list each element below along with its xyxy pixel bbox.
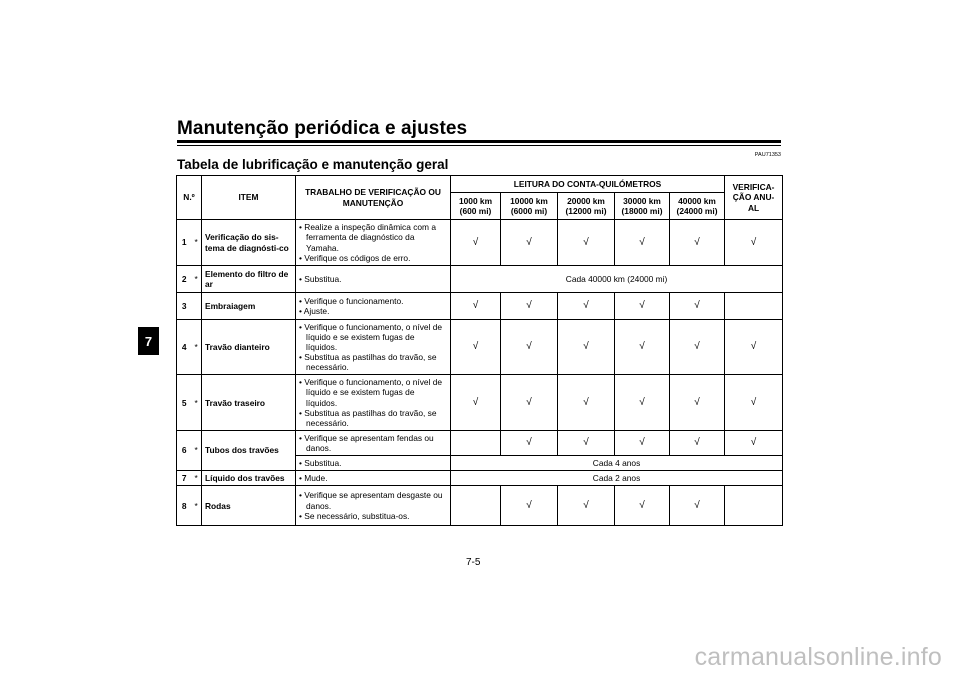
row-number: 4: [177, 320, 192, 375]
row-item: Líquido dos travões: [202, 471, 296, 486]
check-mark: √: [670, 220, 725, 266]
work-bullet: • Verifique o funcionamento, o nível de líquido e se existem fugas de líquidos.: [299, 377, 447, 407]
check-mark: √: [558, 220, 615, 266]
section-code: PAU71353: [754, 152, 781, 158]
row-asterisk: *: [192, 320, 202, 375]
row-work: [296, 375, 451, 430]
row-number: 1: [177, 220, 192, 266]
watermark: carmanualsonline.info: [694, 643, 942, 671]
check-mark: √: [501, 320, 558, 375]
check-mark: √: [451, 320, 501, 375]
row-item: Elemento do filtro de ar: [202, 266, 296, 293]
work-bullet: • Realize a inspeção dinâmica com a ferramenta de diagnóstico da Yamaha.: [299, 222, 447, 252]
section-subtitle: Tabela de lubrificação e manutenção geral: [177, 157, 449, 172]
check-mark: √: [725, 320, 783, 375]
check-mark: √: [670, 430, 725, 455]
row-item: Travão traseiro: [202, 375, 296, 430]
row-item: Embraiagem: [202, 293, 296, 320]
header-odometer: LEITURA DO CONTA-QUILÓMETROS: [451, 176, 725, 193]
check-mark: √: [670, 486, 725, 526]
check-mark: √: [725, 375, 783, 430]
row-asterisk: [192, 293, 202, 320]
empty-cell: [725, 293, 783, 320]
check-mark: √: [725, 220, 783, 266]
check-mark: √: [501, 375, 558, 430]
empty-cell: [451, 486, 501, 526]
row-work: [296, 266, 451, 293]
row-asterisk: *: [192, 266, 202, 293]
check-mark: √: [501, 220, 558, 266]
check-mark: √: [558, 486, 615, 526]
row-work: [296, 486, 451, 526]
row-work: [296, 293, 451, 320]
check-mark: √: [558, 320, 615, 375]
check-mark: √: [615, 375, 670, 430]
work-bullet: • Verifique se apresentam desgaste ou danos.: [299, 490, 447, 510]
header-annual: VERIFICA-ÇÃO ANU-AL: [725, 176, 783, 220]
check-mark: √: [501, 430, 558, 455]
work-bullet: • Substitua.: [299, 274, 447, 284]
table-row: [177, 486, 783, 526]
row-work: [296, 220, 451, 266]
row-number: 6: [177, 430, 192, 470]
row-item: Verificação do sis-tema de diagnósti-co: [202, 220, 296, 266]
table-row: [177, 430, 783, 455]
work-bullet: • Mude.: [299, 473, 447, 483]
page-number: 7-5: [466, 557, 481, 568]
page-title: Manutenção periódica e ajustes: [177, 118, 468, 139]
interval-span: Cada 4 anos: [451, 455, 783, 470]
check-mark: √: [558, 375, 615, 430]
check-mark: √: [670, 375, 725, 430]
row-number: 2: [177, 266, 192, 293]
row-asterisk: *: [192, 430, 202, 470]
header-interval: 10000 km (6000 mi): [501, 193, 558, 220]
check-mark: √: [670, 320, 725, 375]
row-work: [296, 430, 451, 455]
work-bullet: • Verifique o funcionamento.: [299, 296, 447, 306]
interval-span: Cada 40000 km (24000 mi): [451, 266, 783, 293]
title-rule-thin: [177, 145, 781, 146]
check-mark: √: [558, 293, 615, 320]
check-mark: √: [451, 220, 501, 266]
table-row: [177, 293, 783, 320]
check-mark: √: [501, 486, 558, 526]
check-mark: √: [615, 293, 670, 320]
row-asterisk: *: [192, 486, 202, 526]
table-row: [177, 375, 783, 430]
table-row: [177, 320, 783, 375]
interval-span: Cada 2 anos: [451, 471, 783, 486]
work-bullet: • Verifique o funcionamento, o nível de líquido e se existem fugas de líquidos.: [299, 322, 447, 352]
row-asterisk: *: [192, 471, 202, 486]
check-mark: √: [725, 430, 783, 455]
row-work: [296, 320, 451, 375]
row-item: Tubos dos travões: [202, 430, 296, 470]
work-bullet: • Substitua as pastilhas do travão, se necessário.: [299, 408, 447, 428]
work-bullet: • Verifique os códigos de erro.: [299, 253, 447, 263]
empty-cell: [451, 430, 501, 455]
work-bullet: • Substitua as pastilhas do travão, se necessário.: [299, 352, 447, 372]
header-work: TRABALHO DE VERIFICAÇÃO OU MANUTENÇÃO: [296, 176, 451, 220]
chapter-tab: 7: [138, 327, 159, 355]
check-mark: √: [451, 293, 501, 320]
table-row: [177, 471, 783, 486]
check-mark: √: [615, 220, 670, 266]
check-mark: √: [451, 375, 501, 430]
check-mark: √: [615, 320, 670, 375]
table-row: [177, 220, 783, 266]
header-num: N.º: [177, 176, 202, 220]
row-number: 3: [177, 293, 192, 320]
row-asterisk: *: [192, 220, 202, 266]
header-interval: 20000 km (12000 mi): [558, 193, 615, 220]
row-asterisk: *: [192, 375, 202, 430]
header-interval: 40000 km (24000 mi): [670, 193, 725, 220]
check-mark: √: [670, 293, 725, 320]
work-bullet: • Ajuste.: [299, 306, 447, 316]
row-item: Rodas: [202, 486, 296, 526]
header-interval: 1000 km (600 mi): [451, 193, 501, 220]
maintenance-table: [176, 175, 783, 526]
header-item: ITEM: [202, 176, 296, 220]
header-interval: 30000 km (18000 mi): [615, 193, 670, 220]
row-number: 5: [177, 375, 192, 430]
row-work: [296, 471, 451, 486]
work-bullet: • Verifique se apresentam fendas ou danos.: [299, 433, 447, 453]
work-bullet: • Se necessário, substitua-os.: [299, 511, 447, 521]
empty-cell: [725, 486, 783, 526]
row-work: [296, 455, 451, 470]
check-mark: √: [615, 486, 670, 526]
row-item: Travão dianteiro: [202, 320, 296, 375]
check-mark: √: [558, 430, 615, 455]
row-number: 7: [177, 471, 192, 486]
check-mark: √: [615, 430, 670, 455]
check-mark: √: [501, 293, 558, 320]
row-number: 8: [177, 486, 192, 526]
title-rule: [177, 140, 781, 143]
table-row: [177, 266, 783, 293]
work-bullet: • Substitua.: [299, 458, 447, 468]
